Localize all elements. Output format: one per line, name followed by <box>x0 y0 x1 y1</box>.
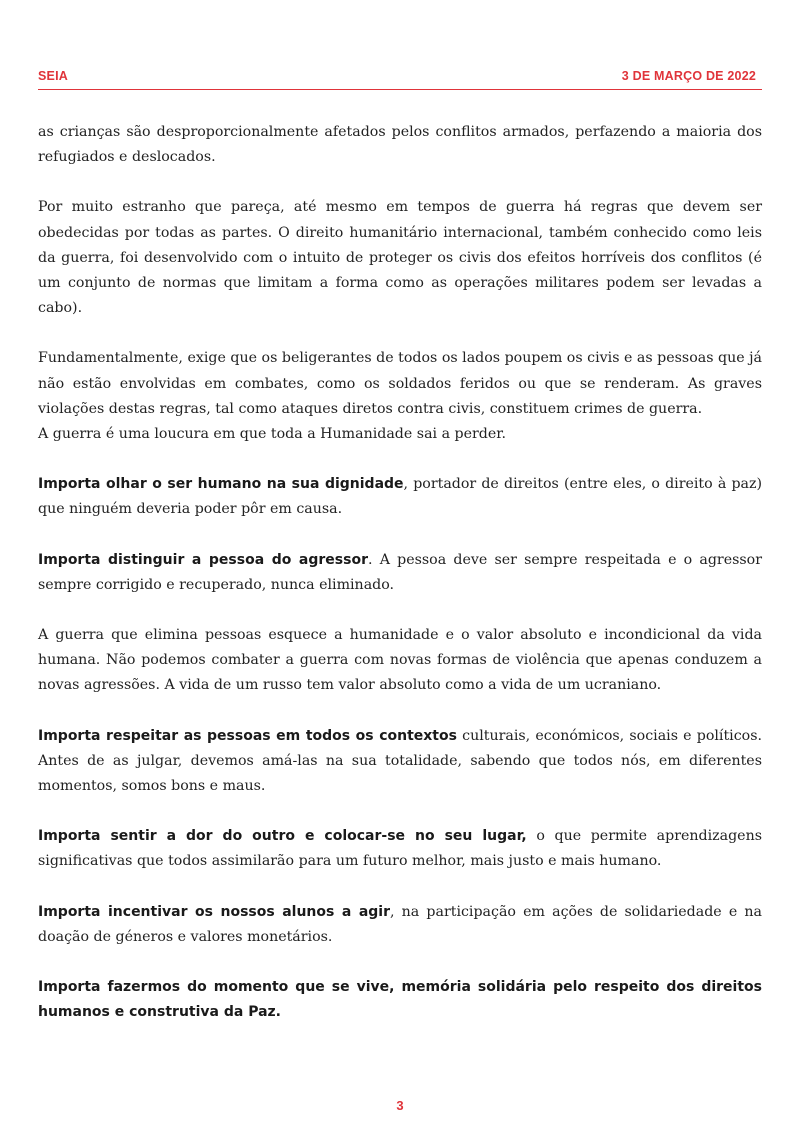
paragraph-3: Fundamentalmente, exige que os beligerantes de todos os lados poupem os civis e as pessoas que já não estão envolvidas em combates, como os soldados feridos ou que se renderam. As graves violações destas regras, tal como ataques diretos contra civis, constituem crimes de guerra. <box>38 350 762 417</box>
header-date: 3 DE MARÇO DE 2022 <box>621 69 756 83</box>
article-body <box>38 120 762 1050</box>
page-header <box>38 67 762 90</box>
paragraph-1: as crianças são desproporcionalmente afetados pelos conflitos armados, perfazendo a maioria dos refugiados e deslocados. <box>38 124 762 166</box>
paragraph-9-text: , na participação em ações de solidariedade e na doação de géneros e valores monetários. <box>38 903 762 945</box>
paragraph-4-text: , portador de direitos (entre eles, o direito à paz) que ninguém deveria poder pôr em causa. <box>38 476 762 518</box>
paragraph-5 <box>38 548 762 598</box>
paragraph-8 <box>38 824 762 874</box>
paragraph-5-emphasis: Importa distinguir a pessoa do agressor <box>38 551 368 568</box>
paragraph-4 <box>38 472 762 522</box>
paragraph-10: Importa fazermos do momento que se vive, memória solidária pelo respeito dos direitos humanos e construtiva da Paz. <box>38 979 762 1021</box>
paragraph-9-emphasis: Importa incentivar os nossos alunos a agir <box>38 903 390 920</box>
page-number: 3 <box>396 1098 404 1113</box>
paragraph-8-text: o que permite aprendizagens significativas que todos assimilarão para um futuro melhor, mais justo e mais humano. <box>38 828 762 870</box>
header-location: SEIA <box>38 69 68 83</box>
paragraph-2: Por muito estranho que pareça, até mesmo em tempos de guerra há regras que devem ser obedecidas por todas as partes. O direito humanitário internacional, também conhecido como leis da guerra, foi desenvolvido com o intuito de proteger os civis dos efeitos horríveis dos conflitos (é um conjunto de normas que limitam a forma como as operações militares podem ser levadas a cabo). <box>38 199 762 317</box>
paragraph-7 <box>38 724 762 800</box>
paragraph-3b: A guerra é uma loucura em que toda a Humanidade sai a perder. <box>38 426 507 443</box>
paragraph-4-emphasis: Importa olhar o ser humano na sua dignidade <box>38 476 404 493</box>
paragraph-7-text: culturais, económicos, sociais e políticos. Antes de as julgar, devemos amá-las na sua totalidade, sabendo que todos nós, em diferentes momentos, somos bons e maus. <box>38 727 762 795</box>
paragraph-5-text: . A pessoa deve ser sempre respeitada e o agressor sempre corrigido e recuperado, nunca eliminado. <box>38 551 762 593</box>
paragraph-8-emphasis: Importa sentir a dor do outro e colocar-se no seu lugar, <box>38 828 527 845</box>
paragraph-9 <box>38 900 762 950</box>
paragraph-7-emphasis: Importa respeitar as pessoas em todos os contextos <box>38 727 457 744</box>
paragraph-6: A guerra que elimina pessoas esquece a humanidade e o valor absoluto e incondicional da vida humana. Não podemos combater a guerra com novas formas de violência que apenas conduzem a novas agressões. A vida de um russo tem valor absoluto como a vida de um ucraniano. <box>38 627 762 694</box>
